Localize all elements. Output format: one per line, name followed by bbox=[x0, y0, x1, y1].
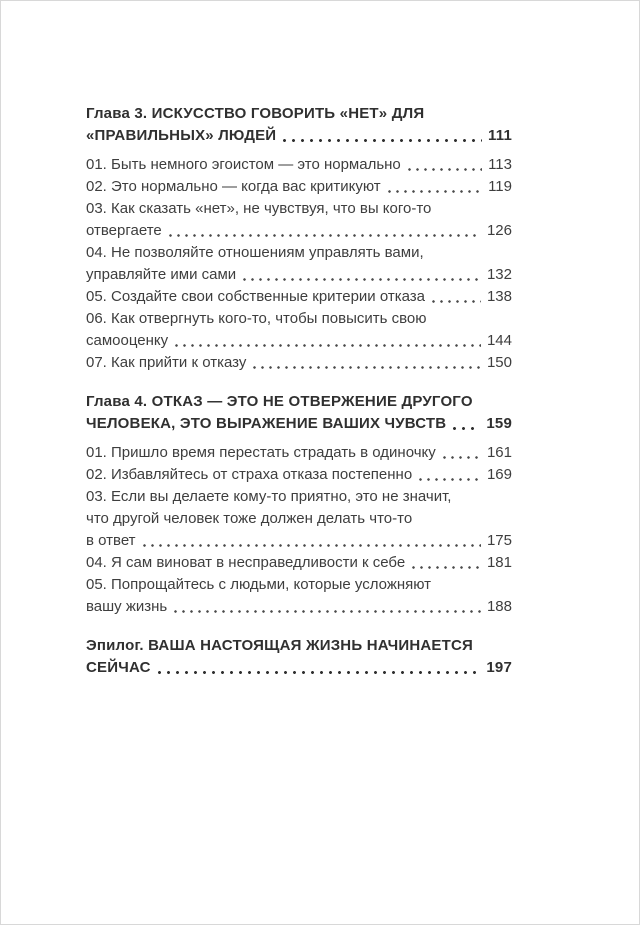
toc-entry bbox=[86, 308, 512, 352]
toc-heading-line bbox=[86, 391, 512, 413]
toc-entry-line bbox=[86, 530, 512, 552]
toc-entry-text: отвергаете bbox=[86, 222, 162, 239]
toc-heading-text: СЕЙЧАС bbox=[86, 659, 151, 676]
toc-entry-text: что другой человек тоже должен делать что-то bbox=[86, 510, 413, 527]
toc-entry-text: 01. Быть немного эгоистом — это нормально bbox=[86, 156, 401, 173]
toc-heading-text: Глава 4. ОТКАЗ — ЭТО НЕ ОТВЕРЖЕНИЕ ДРУГОГО bbox=[86, 393, 473, 410]
page-number: 144 bbox=[486, 332, 512, 349]
toc-entry-text: 02. Избавляйтесь от страха отказа постепенно bbox=[86, 466, 413, 483]
toc-entry bbox=[86, 442, 512, 464]
toc-entry-text: вашу жизнь bbox=[86, 598, 168, 615]
toc-entry-text: 06. Как отвергнуть кого-то, чтобы повысить свою bbox=[86, 310, 427, 327]
toc-entry-list bbox=[86, 154, 512, 374]
page-number: 113 bbox=[488, 156, 512, 173]
toc-entry bbox=[86, 552, 512, 574]
toc-heading bbox=[86, 391, 512, 435]
toc-entry bbox=[86, 486, 512, 552]
dot-leader bbox=[175, 344, 481, 347]
toc-section bbox=[86, 391, 512, 618]
toc-entry-line bbox=[86, 464, 512, 486]
dot-leader bbox=[158, 671, 481, 674]
toc-entry-line bbox=[86, 198, 512, 220]
dot-leader bbox=[169, 234, 481, 237]
dot-leader bbox=[408, 168, 482, 171]
toc bbox=[86, 103, 512, 679]
toc-heading-text: Глава 3. ИСКУССТВО ГОВОРИТЬ «НЕТ» ДЛЯ bbox=[86, 105, 425, 122]
toc-entry bbox=[86, 574, 512, 618]
page-number: 119 bbox=[488, 178, 512, 195]
toc-heading-line bbox=[86, 125, 512, 147]
toc-heading-line bbox=[86, 413, 512, 435]
toc-entry-text: 04. Я сам виноват в несправедливости к себе bbox=[86, 554, 406, 571]
page-number: 138 bbox=[486, 288, 512, 305]
dot-leader bbox=[253, 366, 481, 369]
page-number: 188 bbox=[486, 598, 512, 615]
toc-entry-line bbox=[86, 308, 512, 330]
toc-entry-text: 05. Попрощайтесь с людьми, которые усложняют bbox=[86, 576, 432, 593]
toc-heading-line bbox=[86, 635, 512, 657]
dot-leader bbox=[388, 190, 482, 193]
toc-heading bbox=[86, 635, 512, 679]
dot-leader bbox=[432, 300, 481, 303]
dot-leader bbox=[443, 456, 481, 459]
dot-leader bbox=[419, 478, 481, 481]
dot-leader bbox=[243, 278, 481, 281]
page-number: 150 bbox=[486, 354, 512, 371]
toc-entry-text: в ответ bbox=[86, 532, 136, 549]
toc-section bbox=[86, 635, 512, 679]
toc-entry bbox=[86, 154, 512, 176]
toc-heading-line bbox=[86, 657, 512, 679]
toc-entry-line bbox=[86, 286, 512, 308]
toc-entry bbox=[86, 198, 512, 242]
toc-entry bbox=[86, 176, 512, 198]
toc-entry-text: 05. Создайте свои собственные критерии отказа bbox=[86, 288, 426, 305]
page-number: 169 bbox=[486, 466, 512, 483]
toc-entry-line bbox=[86, 242, 512, 264]
page-number: 181 bbox=[486, 554, 512, 571]
toc-entry-line bbox=[86, 330, 512, 352]
toc-entry-line bbox=[86, 508, 512, 530]
toc-entry-line bbox=[86, 352, 512, 374]
toc-heading-text: Эпилог. ВАША НАСТОЯЩАЯ ЖИЗНЬ НАЧИНАЕТСЯ bbox=[86, 637, 473, 654]
toc-entry-text: 03. Если вы делаете кому-то приятно, это не значит, bbox=[86, 488, 452, 505]
toc-entry-text: управляйте ими сами bbox=[86, 266, 237, 283]
toc-entry bbox=[86, 242, 512, 286]
toc-entry-line bbox=[86, 486, 512, 508]
toc-heading-text: «ПРАВИЛЬНЫХ» ЛЮДЕЙ bbox=[86, 127, 277, 144]
toc-entry-line bbox=[86, 220, 512, 242]
toc-entry-line bbox=[86, 154, 512, 176]
toc-entry-list bbox=[86, 442, 512, 618]
page-number: 132 bbox=[486, 266, 512, 283]
dot-leader bbox=[143, 544, 481, 547]
toc-entry-line bbox=[86, 176, 512, 198]
dot-leader bbox=[453, 427, 480, 430]
toc-entry bbox=[86, 286, 512, 308]
toc-entry bbox=[86, 352, 512, 374]
toc-entry-text: 07. Как прийти к отказу bbox=[86, 354, 247, 371]
page-number: 161 bbox=[486, 444, 512, 461]
page-number: 159 bbox=[486, 415, 512, 432]
dot-leader bbox=[174, 610, 481, 613]
toc-entry-text: 03. Как сказать «нет», не чувствуя, что вы кого-то bbox=[86, 200, 432, 217]
page-number: 126 bbox=[486, 222, 512, 239]
toc-entry bbox=[86, 464, 512, 486]
toc-entry-text: самооценку bbox=[86, 332, 169, 349]
page-number: 111 bbox=[488, 127, 512, 144]
toc-heading-line bbox=[86, 103, 512, 125]
toc-entry-line bbox=[86, 596, 512, 618]
page-number: 197 bbox=[486, 659, 512, 676]
toc-section bbox=[86, 103, 512, 374]
toc-entry-text: 04. Не позволяйте отношениям управлять вами, bbox=[86, 244, 424, 261]
toc-entry-text: 01. Пришло время перестать страдать в одиночку bbox=[86, 444, 436, 461]
toc-heading-text: ЧЕЛОВЕКА, ЭТО ВЫРАЖЕНИЕ ВАШИХ ЧУВСТВ bbox=[86, 415, 447, 432]
toc-entry-text: 02. Это нормально — когда вас критикуют bbox=[86, 178, 381, 195]
toc-entry-line bbox=[86, 264, 512, 286]
toc-heading bbox=[86, 103, 512, 147]
toc-entry-line bbox=[86, 574, 512, 596]
toc-entry-line bbox=[86, 442, 512, 464]
book-page bbox=[1, 1, 639, 924]
toc-entry-line bbox=[86, 552, 512, 574]
dot-leader bbox=[283, 139, 482, 142]
page-number: 175 bbox=[486, 532, 512, 549]
dot-leader bbox=[412, 566, 481, 569]
